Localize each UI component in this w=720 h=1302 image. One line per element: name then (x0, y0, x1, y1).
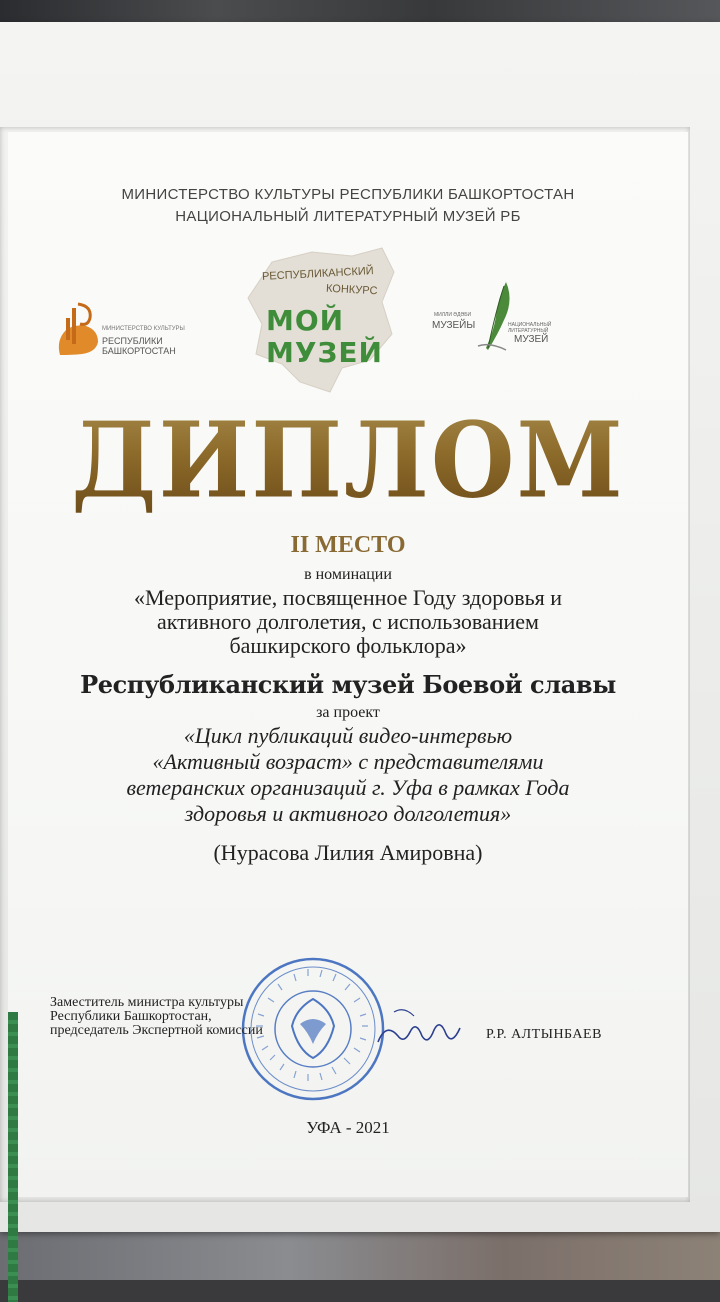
museum-header: НАЦИОНАЛЬНЫЙ ЛИТЕРАТУРНЫЙ МУЗЕЙ РБ (175, 208, 521, 225)
ministry-logo (52, 300, 212, 360)
quill-icon (476, 280, 516, 360)
ministry-logo-small-text: МИНИСТЕРСТВО КУЛЬТУРЫ (102, 326, 185, 332)
awardee-name: Республиканский музей Боевой славы (80, 670, 616, 699)
literary-museum-logo (426, 280, 556, 360)
ministry-emblem-icon (52, 300, 102, 360)
place-label: II МЕСТО (290, 532, 406, 558)
signer-name: Р.Р. АЛТЫНБАЕВ (486, 1027, 602, 1042)
contest-title-2: МУЗЕЙ (266, 336, 383, 369)
picture-frame (0, 22, 720, 1232)
signature-title-line: Заместитель министра культуры (50, 995, 244, 1010)
contest-title-1: МОЙ (266, 304, 345, 337)
project-line: ветеранских организаций г. Уфа в рамках Года (126, 775, 570, 800)
ministry-logo-text: РЕСПУБЛИКИ БАШКОРТОСТАН (102, 336, 176, 356)
literary-logo-text: МУЗЕЙЫ (432, 320, 476, 331)
literary-logo-r-small: НАЦИОНАЛЬНЫЙ ЛИТЕРАТУРНЫЙ (508, 322, 552, 334)
contest-label-1: РЕСПУБЛИКАНСКИЙ (261, 265, 374, 283)
background-bottom (0, 1225, 720, 1280)
project-line: «Цикл публикаций видео-интервью (183, 723, 513, 748)
signature-title-line: председатель Экспертной комиссии (50, 1023, 263, 1038)
nomination-line: «Мероприятие, посвященное Году здоровья и (133, 585, 563, 610)
literary-logo-small-text: МИЛЛИ ӘДӘБИ (434, 312, 472, 318)
project-line: здоровья и активного долголетия» (184, 801, 512, 826)
handwritten-signature (374, 1002, 464, 1057)
nomination-line: активного долголетия, с использованием (157, 609, 539, 634)
author-name: (Нурасова Лилия Амировна) (213, 840, 483, 865)
project-prefix: за проект (316, 704, 380, 721)
contest-label-2: КОНКУРС (325, 282, 378, 298)
signature-title (50, 996, 263, 1038)
diploma-paper (8, 132, 688, 1197)
literary-logo-r-text: МУЗЕЙ (514, 334, 549, 345)
nomination-prefix: в номинации (304, 566, 392, 583)
diploma-title: ДИПЛОМ (8, 399, 688, 521)
ornament-strip (8, 1012, 18, 1302)
nomination-line: башкирского фольклора» (229, 633, 467, 658)
project-line: «Активный возраст» с представителями (152, 749, 544, 774)
ministry-header: МИНИСТЕРСТВО КУЛЬТУРЫ РЕСПУБЛИКИ БАШКОРТОСТАН (121, 186, 575, 203)
city-year: УФА - 2021 (306, 1118, 390, 1137)
signature-title-line: Республики Башкортостан, (50, 1009, 212, 1024)
